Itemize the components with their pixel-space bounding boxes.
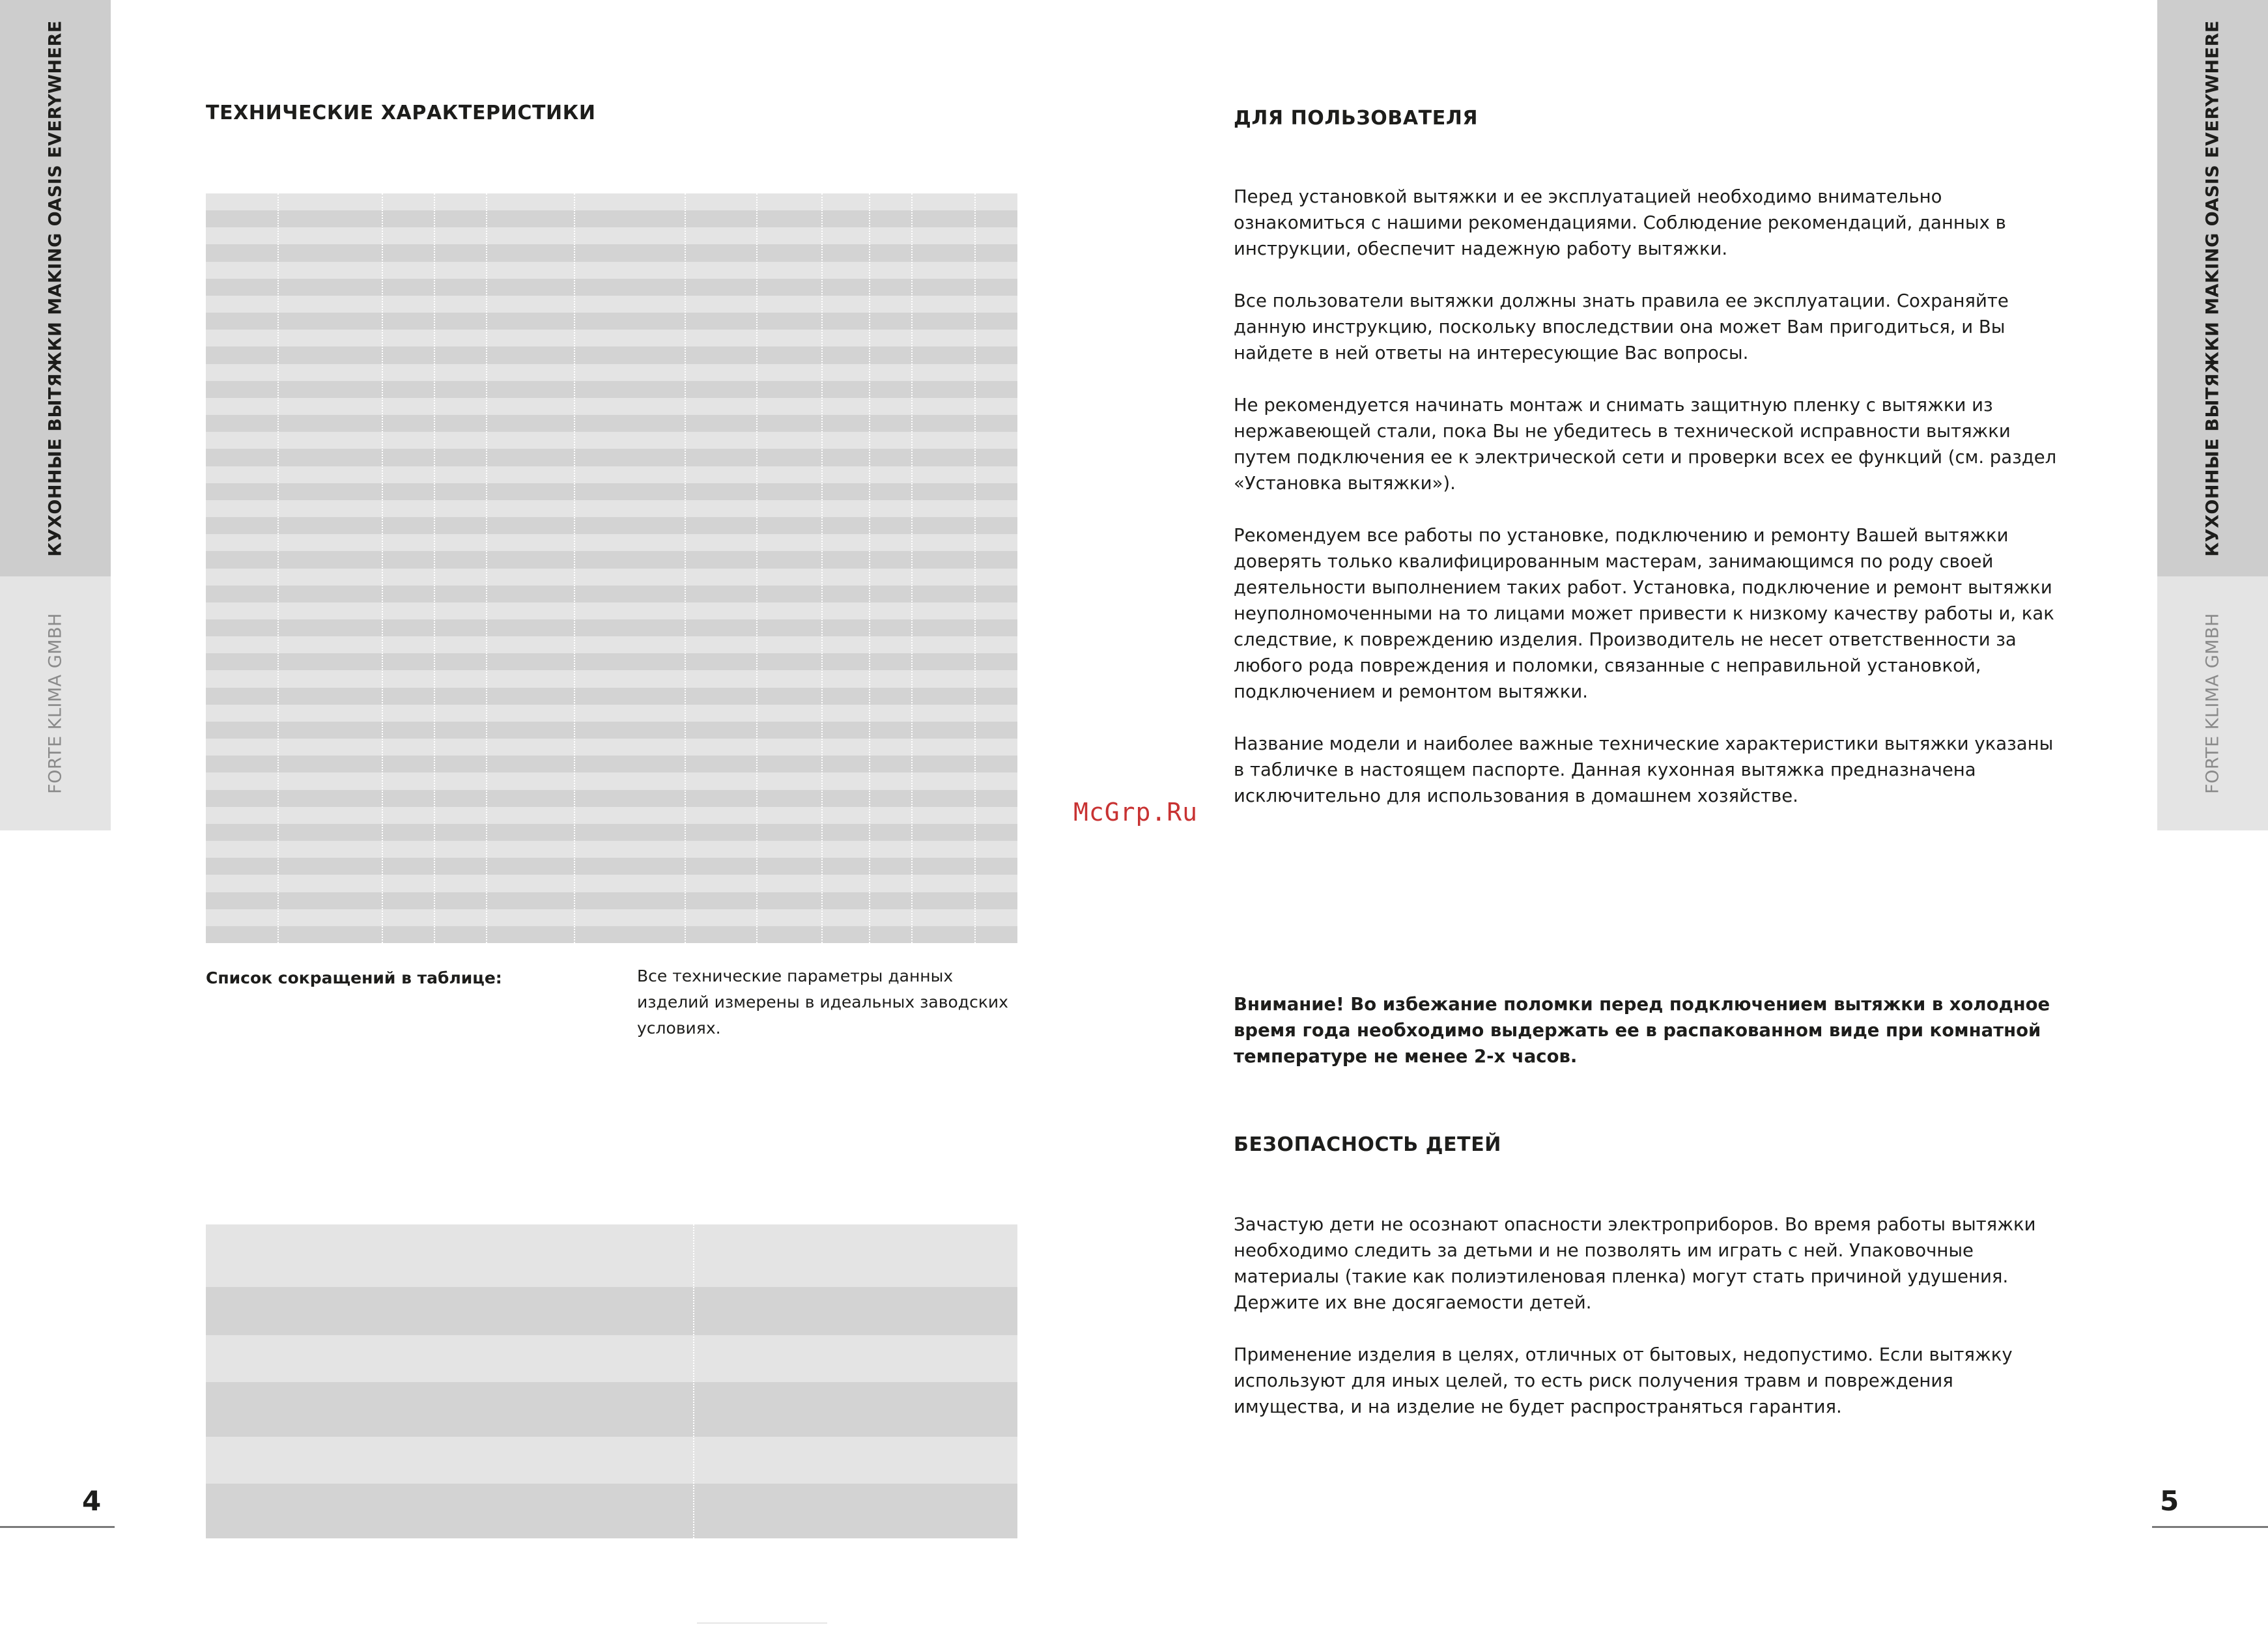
spec-table-row bbox=[206, 790, 1017, 808]
user-paragraph: Рекомендуем все работы по установке, подключению и ремонту Вашей вытяжки доверять только квалифицированным мастерам, занимающимся по роду своей деятельности выполнением таких работ. Установка, подключение и ремонт вытяжки неуполномоченными на то лицами может привести к низкому качеству работы и, как следствие, к повреждению изделия. Производитель не несет ответственности за любого рода повреждения и поломки, связанные с неправильной установкой, подключением и ремонтом вытяжки. bbox=[1234, 525, 2054, 702]
children-section-body bbox=[1234, 1211, 2061, 1446]
spec-table-column-divider bbox=[434, 193, 435, 943]
right-sidebar-title: КУХОННЫЕ ВЫТЯЖКИ MAKING OASIS EVERYWHERE bbox=[2202, 20, 2223, 557]
spec-table-row bbox=[206, 705, 1017, 722]
spec-table-row bbox=[206, 756, 1017, 773]
abbrev-label: Список сокращений в таблице: bbox=[206, 968, 502, 987]
right-footer-rule bbox=[2152, 1526, 2268, 1528]
left-footer-rule bbox=[0, 1526, 115, 1528]
spec-table-row bbox=[206, 909, 1017, 927]
bottom-edge-mark bbox=[697, 1622, 827, 1624]
spec-table-row bbox=[206, 346, 1017, 364]
spec-table-column-divider bbox=[756, 193, 758, 943]
warning-block bbox=[1234, 991, 2061, 1095]
spec-table-row bbox=[206, 602, 1017, 620]
spec-table-row bbox=[206, 670, 1017, 688]
spec-table-row bbox=[206, 569, 1017, 586]
spec-table-row bbox=[206, 210, 1017, 228]
spec-table-row bbox=[206, 449, 1017, 466]
summary-table-row bbox=[206, 1287, 1017, 1335]
left-sidebar-company: FORTE KLIMA GMBH bbox=[45, 613, 66, 794]
spec-table-row bbox=[206, 824, 1017, 841]
spec-table-row bbox=[206, 500, 1017, 518]
spec-table-row bbox=[206, 586, 1017, 603]
spec-table-column-divider bbox=[685, 193, 686, 943]
user-section-body bbox=[1234, 184, 2061, 835]
spec-table-row bbox=[206, 364, 1017, 382]
spec-table-row bbox=[206, 330, 1017, 347]
spec-table-column-divider bbox=[821, 193, 823, 943]
tech-specs-heading: ТЕХНИЧЕСКИЕ ХАРАКТЕРИСТИКИ bbox=[206, 102, 596, 124]
spec-table-row bbox=[206, 772, 1017, 790]
spec-table-row bbox=[206, 227, 1017, 245]
spec-table bbox=[206, 193, 1017, 943]
spec-table-row bbox=[206, 926, 1017, 943]
spec-table-row bbox=[206, 534, 1017, 552]
summary-table-row bbox=[206, 1224, 1017, 1287]
spec-table-row bbox=[206, 722, 1017, 739]
warning-text: Внимание! Во избежание поломки перед подключением вытяжки в холодное время года необходимо выдержать ее в распакованном виде при комнатной температуре не менее 2-х часов. bbox=[1234, 994, 2050, 1067]
summary-table-column-divider bbox=[693, 1224, 694, 1538]
spec-table-row bbox=[206, 619, 1017, 637]
spec-table-column-divider bbox=[974, 193, 976, 943]
user-paragraph: Не рекомендуется начинать монтаж и снимать защитную пленку с вытяжки из нержавеющей стали, пока Вы не убедитесь в технической исправности вытяжки путем подключения ее к электрической сети и проверки всех ее функций (см. раздел «Установка вытяжки»). bbox=[1234, 395, 2057, 494]
user-paragraph: Все пользователи вытяжки должны знать правила ее эксплуатации. Сохраняйте данную инструкцию, поскольку впоследствии она может Вам пригодиться, и Вы найдете в ней ответы на интересующие Вас вопросы. bbox=[1234, 290, 2009, 363]
spec-table-row bbox=[206, 517, 1017, 535]
summary-table-row bbox=[206, 1484, 1017, 1538]
spec-table-column-divider bbox=[574, 193, 575, 943]
spec-table-column-divider bbox=[869, 193, 870, 943]
user-paragraph: Перед установкой вытяжки и ее эксплуатацией необходимо внимательно ознакомиться с нашими рекомендациями. Соблюдение рекомендаций, данных в инструкции, обеспечит надежную работу вытяжки. bbox=[1234, 186, 2006, 259]
spec-table-row bbox=[206, 381, 1017, 399]
spec-table-column-divider bbox=[277, 193, 279, 943]
spec-table-row bbox=[206, 875, 1017, 892]
spec-table-row bbox=[206, 296, 1017, 313]
spec-table-row bbox=[206, 398, 1017, 416]
spec-table-row bbox=[206, 858, 1017, 875]
summary-table-row bbox=[206, 1382, 1017, 1437]
spec-table-row bbox=[206, 892, 1017, 910]
spec-table-row bbox=[206, 244, 1017, 262]
spec-table-row bbox=[206, 279, 1017, 296]
spec-table-row bbox=[206, 432, 1017, 449]
right-sidebar-company: FORTE KLIMA GMBH bbox=[2202, 613, 2223, 794]
left-sidebar-company-band bbox=[0, 576, 111, 830]
spec-table-row bbox=[206, 483, 1017, 501]
conditions-note: Все технические параметры данных изделий измерены в идеальных заводских условиях. bbox=[637, 967, 1008, 1038]
summary-table-row bbox=[206, 1437, 1017, 1484]
spec-table-row bbox=[206, 466, 1017, 484]
spec-table-row bbox=[206, 636, 1017, 654]
spec-table-row bbox=[206, 415, 1017, 432]
spec-table-row bbox=[206, 313, 1017, 330]
left-page-number: 4 bbox=[82, 1485, 102, 1517]
spec-table-column-divider bbox=[486, 193, 487, 943]
right-sidebar-title-band bbox=[2157, 0, 2268, 576]
spec-table-column-divider bbox=[382, 193, 383, 943]
left-sidebar-title: КУХОННЫЕ ВЫТЯЖКИ MAKING OASIS EVERYWHERE bbox=[45, 20, 66, 557]
left-sidebar-title-band bbox=[0, 0, 111, 576]
children-paragraph: Применение изделия в целях, отличных от бытовых, недопустимо. Если вытяжку используют для иных целей, то есть риск получения травм и повреждения имущества, и на изделие не будет распространяться гарантия. bbox=[1234, 1344, 2013, 1417]
right-sidebar-company-band bbox=[2157, 576, 2268, 830]
watermark: McGrp.Ru bbox=[1073, 798, 1198, 827]
spec-table-row bbox=[206, 262, 1017, 279]
children-paragraph: Зачастую дети не осознают опасности электроприборов. Во время работы вытяжки необходимо следить за детьми и не позволять им играть с ней. Упаковочные материалы (такие как полиэтиленовая пленка) могут стать причиной удушения. Держите их вне досягаемости детей. bbox=[1234, 1214, 2036, 1313]
spec-table-row bbox=[206, 688, 1017, 705]
user-paragraph: Название модели и наиболее важные технические характеристики вытяжки указаны в табличке в настоящем паспорте. Данная кухонная вытяжка предназначена исключительно для использования в домашнем хозяйстве. bbox=[1234, 733, 2054, 806]
right-page-number: 5 bbox=[2160, 1485, 2179, 1517]
spec-table-column-divider bbox=[911, 193, 913, 943]
spec-table-row bbox=[206, 653, 1017, 671]
spec-table-row bbox=[206, 551, 1017, 569]
user-heading: ДЛЯ ПОЛЬЗОВАТЕЛЯ bbox=[1234, 107, 1479, 130]
spec-table-row bbox=[206, 841, 1017, 858]
summary-table bbox=[206, 1224, 1017, 1538]
spec-table-row bbox=[206, 807, 1017, 825]
spec-table-row bbox=[206, 739, 1017, 756]
children-safety-heading: БЕЗОПАСНОСТЬ ДЕТЕЙ bbox=[1234, 1133, 1501, 1156]
summary-table-row bbox=[206, 1335, 1017, 1382]
spec-table-row bbox=[206, 193, 1017, 211]
